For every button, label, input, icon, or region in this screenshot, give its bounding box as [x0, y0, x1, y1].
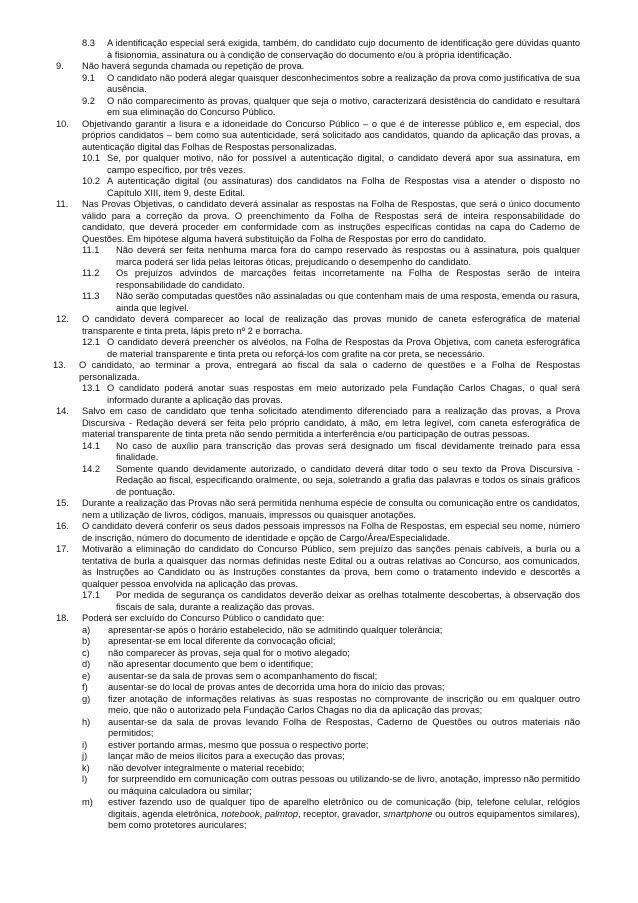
- list-item: [82, 671, 580, 683]
- item-number: 13.1: [82, 383, 101, 393]
- item-text: não devolver integralmente o material recebido;: [108, 762, 305, 773]
- list-item: [82, 740, 580, 752]
- sub-item: [82, 590, 580, 613]
- italic-term: notebook: [221, 808, 260, 819]
- item-number: 9.1: [82, 72, 95, 83]
- numbered-item: [56, 119, 580, 154]
- item-text: Se, por qualquer motivo, não for possível a autenticação digital, o candidato deverá apor sua assinatura, em campo específico, por três vezes.: [107, 153, 580, 175]
- text-run: , receptor, gravador,: [297, 808, 384, 819]
- item-text: Por medida de segurança os candidatos deverão deixar as orelhas totalmente descobertas, à observação dos fiscais de sala, durante a realização das provas.: [116, 590, 580, 612]
- item-number: 13.: [53, 360, 66, 370]
- item-text: ausentar-se do local de provas antes de decorrida uma hora do início das provas;: [108, 682, 445, 692]
- item-text: O candidato deverá comparecer ao local de realização das provas munido de caneta esferográfica de material transparente e tinta preta, lápis preto nº 2 e borracha.: [82, 314, 580, 336]
- item-text: O não comparecimento às provas, qualquer que seja o motivo, caracterizará desistência do candidato e resultará em sua eliminação do Concurso Público.: [107, 95, 580, 117]
- item-number: 16.: [56, 521, 69, 531]
- item-text: A autenticação digital (ou assinaturas) dos candidatos na Folha de Respostas visa a atender o disposto no Capítulo XIII, item 9, deste Edital.: [107, 176, 580, 198]
- numbered-item: [56, 199, 580, 245]
- numbered-item: [56, 613, 580, 625]
- item-number: g): [82, 693, 91, 704]
- text-run: ou outros equipamentos similares), bem como protetores auriculares;: [108, 808, 580, 830]
- item-number: m): [82, 797, 93, 807]
- item-number: 18.: [56, 613, 69, 623]
- item-text: ausentar-se da sala de provas levando Folha de Respostas, Caderno de Questões ou outros materiais não permitidos;: [108, 716, 580, 738]
- numbered-item: [56, 498, 580, 521]
- item-text: Objetivando garantir a lisura e a idoneidade do Concurso Público – o que é de interesse público e, em especial, dos próprios candidatos – bem como sua autenticidade, será solicitado aos candidatos, quando da aplicação das provas, a autenticação digital das Folhas de Respostas personalizadas.: [82, 118, 580, 152]
- item-number: 12.1: [82, 337, 101, 347]
- item-number: l): [82, 774, 88, 784]
- item-number: 8.3: [82, 38, 95, 48]
- item-number: 9.: [56, 61, 64, 71]
- list-item: [82, 682, 580, 694]
- item-text: estiver portando armas, mesmo que possua o respectivo porte;: [108, 739, 369, 750]
- item-text: Poderá ser excluído do Concurso Público o candidato que:: [82, 613, 325, 623]
- item-text: for surpreendido em comunicação com outras pessoas ou utilizando-se de livro, anotação, impresso não permitido ou máquina calculadora ou similar;: [108, 774, 580, 796]
- list-item: [82, 763, 580, 775]
- item-text: Não deverá ser feita nenhuma marca fora do campo reservado às respostas ou à assinatura, pois qualquer marca poderá ser lida pelas leitoras óticas, prejudicando o desempenho do candidato.: [116, 245, 580, 267]
- text-run: ,: [259, 808, 265, 819]
- item-text: [108, 797, 580, 832]
- sub-item: [82, 176, 580, 199]
- item-text: O candidato, ao terminar a prova, entregará ao fiscal da sala o caderno de questões e a Folha de Respostas personalizada.: [79, 360, 580, 382]
- sub-item: [82, 38, 580, 61]
- document-body: [53, 38, 580, 832]
- sub-item: [82, 464, 580, 499]
- item-text: Motivarão a eliminação do candidato do Concurso Público, sem prejuízo das sanções penais cabíveis, a burla ou a tentativa de burla a quaisquer das normas definidas neste Edital ou a outras relativas ao Concurso, aos comunicados, às Instruções ao Candidato ou às Instruções constantes da prova, bem como o tratamento indevido e descortês a qualquer pessoa envolvida na aplicação das provas.: [82, 544, 580, 589]
- item-text: Não haverá segunda chamada ou repetição de prova.: [82, 61, 305, 71]
- item-text: fizer anotação de informações relativas às suas respostas no comprovante de inscrição ou em qualquer outro meio, que não o autorizado pela Fundação Carlos Chagas no dia da aplicação das provas;: [108, 693, 580, 715]
- item-number: 9.2: [82, 95, 95, 106]
- item-number: 10.1: [82, 153, 101, 163]
- item-number: e): [82, 670, 91, 681]
- item-text: apresentar-se após o horário estabelecido, não se admitindo qualquer tolerância;: [108, 624, 443, 635]
- list-item: [82, 717, 580, 740]
- list-item: [82, 625, 580, 637]
- sub-item: [82, 153, 580, 176]
- item-text: Nas Provas Objetivas, o candidato deverá assinalar as respostas na Folha de Respostas, que será o único documento válido para a correção da prova. O preenchimento da Folha de Respostas será de inteira responsabilidade do candidato, que deverá proceder em conformidade com as instruções específicas contidas na capa do Caderno de Questões. Em hipótese alguma haverá substituição da Folha de Respostas por erro do candidato.: [82, 199, 580, 244]
- item-number: 14.2: [82, 463, 101, 474]
- item-number: 11.: [56, 199, 69, 209]
- item-number: 17.: [56, 544, 69, 554]
- list-item: [82, 751, 580, 763]
- sub-item: [82, 291, 580, 314]
- list-item: [82, 636, 580, 648]
- item-number: f): [82, 682, 88, 692]
- item-number: k): [82, 762, 90, 773]
- numbered-item: [56, 61, 580, 73]
- item-text: Salvo em caso de candidato que tenha solicitado atendimento diferenciado para a realização das provas, a Prova Discursiva - Redação deverá ser feita pelo próprio candidato, à mão, em letra legível, com caneta esferográfica de material transparente de tinta preta não sendo permitida a interferência e/ou participação de outras pessoas.: [82, 406, 580, 439]
- item-number: d): [82, 659, 91, 669]
- item-text: Os prejuízos advindos de marcações feitas incorretamente na Folha de Respostas serão de inteira responsabilidade do candidato.: [116, 268, 580, 290]
- item-number: 12.: [56, 314, 69, 324]
- list-item: [82, 659, 580, 671]
- sub-item: [82, 73, 580, 96]
- item-number: i): [82, 739, 88, 750]
- item-number: c): [82, 647, 90, 658]
- item-text: apresentar-se em local diferente da convocação oficial;: [108, 636, 336, 646]
- item-text: O candidato deverá conferir os seus dados pessoais impressos na Folha de Respostas, em especial seu nome, número de inscrição, número do documento de identidade e opção de Cargo/Área/Especialidade.: [82, 521, 580, 543]
- item-number: 15.: [56, 498, 69, 508]
- list-item: [82, 797, 580, 832]
- item-number: 10.: [56, 118, 69, 129]
- item-number: b): [82, 636, 91, 646]
- item-number: 11.1: [82, 245, 100, 255]
- text-run: estiver fazendo uso de qualquer tipo de aparelho eletrônico ou de comunicação (bip, telefone celular, relógios digitais, agenda eletrônica,: [108, 797, 580, 819]
- list-item: [82, 648, 580, 660]
- item-number: 11.2: [82, 268, 100, 278]
- item-text: No caso de auxílio para transcrição das provas será designado um fiscal devidamente treinado para essa finalidade.: [116, 440, 580, 462]
- italic-term: smartphone: [383, 808, 433, 819]
- item-text: O candidato poderá anotar suas respostas em meio autorizado pela Fundação Carlos Chagas, o qual será informado durante a aplicação das provas.: [107, 383, 580, 405]
- sub-item: [82, 245, 580, 268]
- sub-item: [82, 268, 580, 291]
- item-number: j): [82, 751, 88, 761]
- item-number: 10.2: [82, 176, 101, 186]
- item-text: Não serão computadas questões não assinaladas ou que contenham mais de uma resposta, emenda ou rasura, ainda que legível.: [116, 291, 580, 313]
- numbered-item: [53, 360, 580, 383]
- item-number: a): [82, 624, 91, 635]
- sub-item: [82, 441, 580, 464]
- numbered-item: [56, 544, 580, 590]
- item-text: O candidato deverá preencher os alvéolos, na Folha de Respostas da Prova Objetiva, com caneta esferográfica de material transparente e tinta preta ou reforçá-los com grafite na cor preta, se necessário.: [107, 337, 580, 359]
- item-number: 14.1: [82, 440, 101, 451]
- item-text: não comparecer às provas, seja qual for o motivo alegado;: [108, 647, 350, 658]
- italic-term: palmtop: [264, 808, 298, 819]
- sub-item: [82, 337, 580, 360]
- item-number: 11.3: [82, 291, 100, 301]
- item-text: Durante a realização das Provas não será permitida nenhuma espécie de consulta ou comunicação entre os candidatos, nem a utilização de livros, códigos, manuais, impressos ou quaisquer anotações.: [82, 498, 580, 520]
- item-text: lançar mão de meios ilícitos para a execução das provas;: [108, 751, 345, 761]
- list-item: [82, 774, 580, 797]
- numbered-item: [56, 521, 580, 544]
- numbered-item: [56, 314, 580, 337]
- list-item: [82, 694, 580, 717]
- item-number: h): [82, 716, 91, 727]
- sub-item: [82, 383, 580, 406]
- item-text: O candidato não poderá alegar quaisquer desconhecimentos sobre a realização da prova como justificativa de sua ausência.: [107, 72, 580, 94]
- numbered-item: [56, 406, 580, 441]
- item-text: não apresentar documento que bem o identifique;: [108, 659, 314, 669]
- item-text: ausentar-se da sala de provas sem o acompanhamento do fiscal;: [108, 670, 378, 681]
- item-text: A identificação especial será exigida, também, do candidato cujo documento de identificação gere dúvidas quanto à fisionomia, assinatura ou à condição de conservação do documento e/ou à própria identificação.: [107, 38, 580, 60]
- item-number: 17.1: [82, 590, 101, 600]
- item-number: 14.: [56, 406, 69, 416]
- sub-item: [82, 96, 580, 119]
- item-text: Somente quando devidamente autorizado, o candidato deverá ditar todo o seu texto da Prova Discursiva - Redação ao fiscal, especificando oralmente, ou seja, soletrando a grafia das palavras e todos os sinais gráficos de pontuação.: [116, 463, 580, 497]
